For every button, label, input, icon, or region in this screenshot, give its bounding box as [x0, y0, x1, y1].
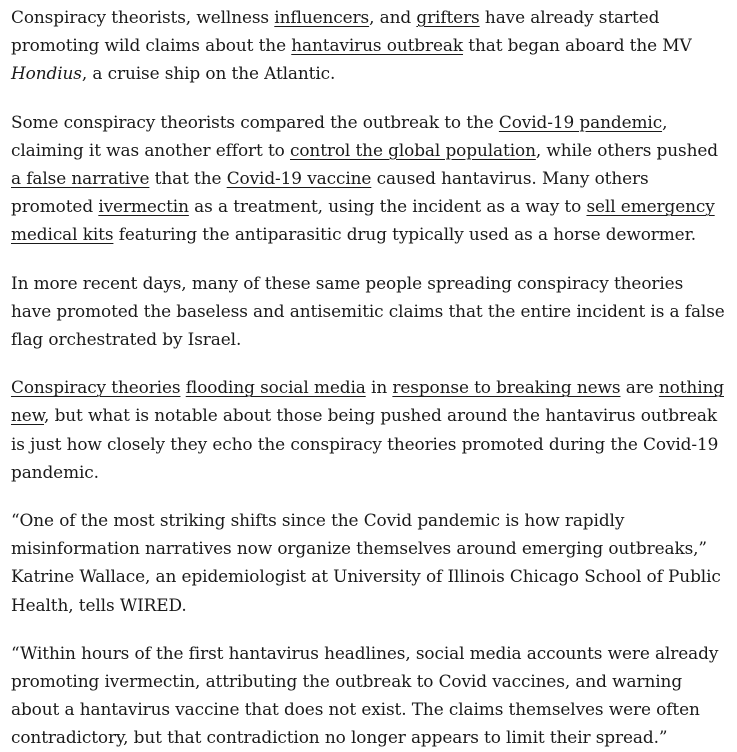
text: , and [369, 7, 417, 27]
link-covid-vaccine[interactable]: Covid-19 vaccine [226, 168, 372, 189]
link-response-breaking-news[interactable]: response to breaking news [392, 377, 621, 398]
paragraph-6 [11, 639, 727, 752]
link-nothing-new[interactable]: nothing new [11, 377, 724, 426]
ship-name: Hondius [11, 63, 82, 84]
text: have already started promoting wild claims about the [11, 7, 660, 56]
text: , while others pushed [535, 139, 718, 160]
link-grifters[interactable]: grifters [416, 7, 480, 27]
text: caused hantavirus. Many others promoted [11, 168, 649, 217]
link-conspiracy-theories[interactable]: Conspiracy theories [11, 377, 181, 398]
paragraph-5 [11, 506, 727, 619]
text: that the [149, 168, 227, 189]
text: , claiming it was another effort to [11, 111, 668, 160]
text: Conspiracy theorists, wellness [11, 7, 275, 27]
text: , but what is notable about those being pushed around the hantavirus outbreak is just how closely they echo the conspiracy theories promoted during the Covid-19 pandemic. [11, 405, 719, 482]
paragraph-4 [11, 373, 727, 486]
text: “Within hours of the first hantavirus headlines, social media accounts were already promoting ivermectin, attributing the outbreak to Covid vaccines, and warning about a hantavirus vaccine that does not exist. The claims themselves were often contradictory, but that contradiction no longer appears to limit their spread.” [11, 642, 719, 748]
text: Some conspiracy theorists compared the outbreak to the [11, 111, 499, 132]
text: are [620, 377, 659, 398]
text: in [365, 377, 393, 398]
text: In more recent days, many of these same people spreading conspiracy theories have promoted the baseless and antisemitic claims that the entire incident is a false flag orchestrated by Israel. [11, 272, 725, 350]
link-false-narrative[interactable]: a false narrative [11, 168, 150, 189]
paragraph-3 [11, 269, 727, 354]
link-covid-pandemic[interactable]: Covid-19 pandemic [498, 111, 663, 132]
text: , a cruise ship on the Atlantic. [81, 63, 336, 84]
link-sell-medical-kits[interactable]: sell emergency medical kits [11, 196, 715, 245]
paragraph-1 [11, 3, 727, 88]
link-flooding-social-media[interactable]: flooding social media [185, 377, 366, 398]
link-hantavirus-outbreak[interactable]: hantavirus outbreak [291, 35, 463, 56]
text: as a treatment, using the incident as a way to [188, 196, 587, 217]
link-influencers[interactable]: influencers [274, 7, 370, 27]
text: featuring the antiparasitic drug typically used as a horse dewormer. [113, 224, 696, 245]
link-control-global-population[interactable]: control the global population [289, 139, 536, 160]
link-ivermectin[interactable]: ivermectin [98, 196, 189, 217]
paragraph-2 [11, 108, 727, 249]
text: that began aboard the MV [463, 35, 692, 56]
text: “One of the most striking shifts since the Covid pandemic is how rapidly misinformation narratives now organize themselves around emerging outbreaks,” Katrine Wallace, an epidemiologist at University of Illinois Chicago School of Public Health, tells WIRED. [11, 510, 721, 615]
